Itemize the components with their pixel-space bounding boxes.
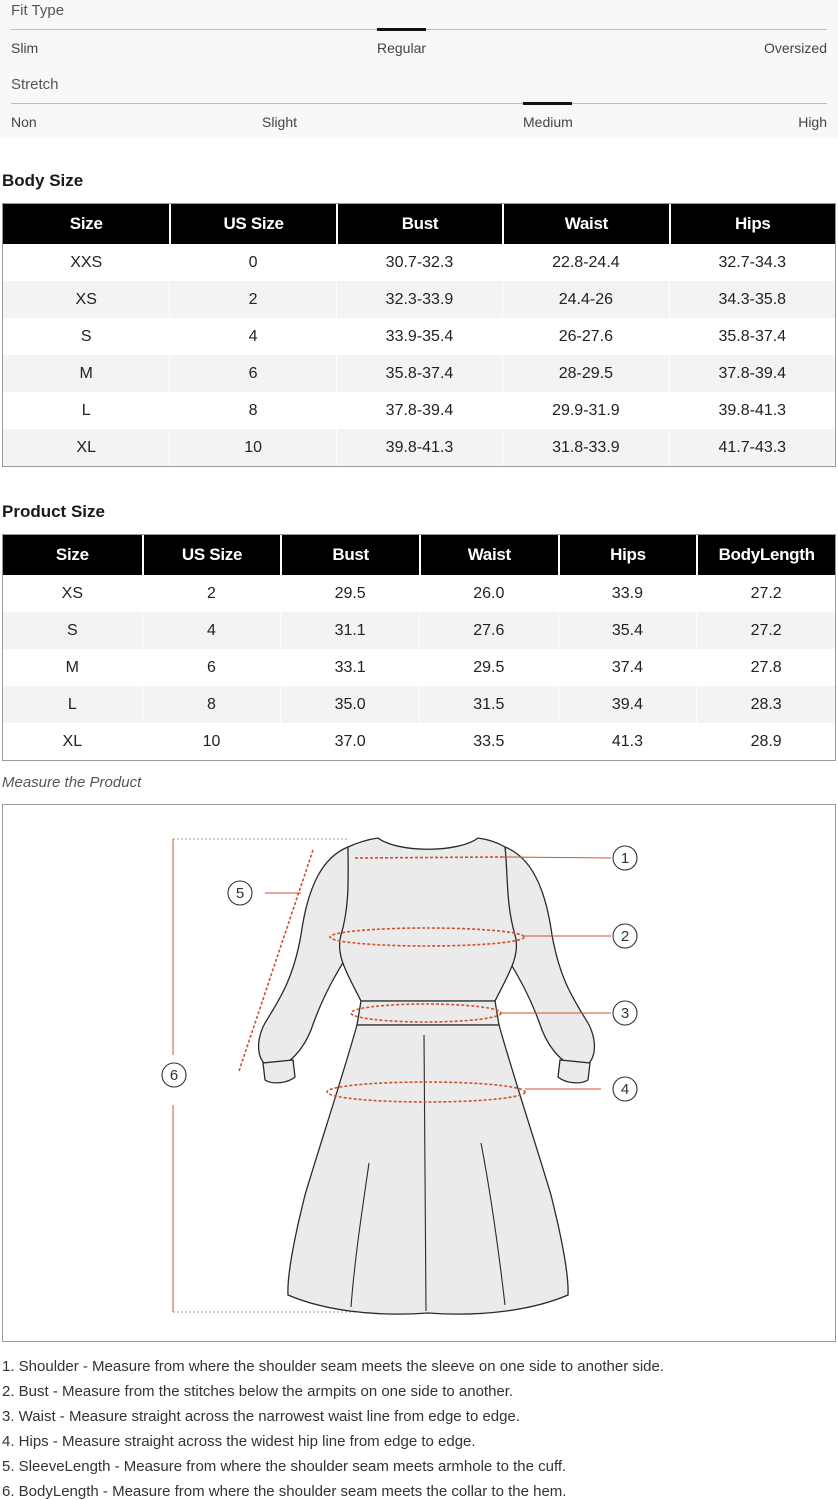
left-sleeve <box>259 847 351 1067</box>
table-cell: L <box>81 401 91 419</box>
skirt <box>288 1025 568 1314</box>
svg-text:5: 5 <box>235 885 245 902</box>
note-bust: 2. Bust - Measure from the stitches below the armpits on one side to another. <box>2 1383 514 1400</box>
svg-text:2: 2 <box>620 928 630 945</box>
table-cell: 39.8-41.3 <box>336 429 502 466</box>
svg-text:3: 3 <box>620 1005 630 1022</box>
note-shoulder: 1. Shoulder - Measure from where the shoulder seam meets the sleeve on one side to another side. <box>2 1358 665 1375</box>
table-row <box>3 723 835 760</box>
right-sleeve <box>502 847 594 1067</box>
table-cell: 26-27.6 <box>502 318 668 355</box>
note-hips: 4. Hips - Measure straight across the widest hip line from edge to edge. <box>2 1433 476 1450</box>
stretch-title: Stretch <box>11 76 59 93</box>
col-header-body-length: BodyLength <box>696 535 835 575</box>
table-cell: 4 <box>142 612 281 649</box>
table-cell: 32.7-34.3 <box>669 244 835 281</box>
table-cell: 37.8-39.4 <box>669 355 835 392</box>
bodice <box>339 838 516 1001</box>
table-cell: 8 <box>142 686 281 723</box>
marker-3 <box>613 1001 637 1025</box>
table-cell: 35.8-37.4 <box>669 318 835 355</box>
table-cell: 37.8-39.4 <box>336 392 502 429</box>
table-row <box>3 649 835 686</box>
table-cell: 32.3-33.9 <box>336 281 502 318</box>
dress-illustration <box>3 805 837 1343</box>
stretch-option-high: High <box>798 114 827 130</box>
stretch-option-slight: Slight <box>262 114 298 130</box>
table-row <box>3 429 835 466</box>
fit-option-regular: Regular <box>377 40 427 56</box>
table-cell: S <box>3 612 142 649</box>
col-header-hips: Hips <box>558 535 697 575</box>
table-cell: 22.8-24.4 <box>502 244 668 281</box>
table-cell: 31.1 <box>280 612 419 649</box>
table-row <box>3 244 835 281</box>
table-cell: 10 <box>142 723 281 760</box>
right-cuff <box>558 1060 590 1083</box>
table-cell: 6 <box>142 649 281 686</box>
table-cell: 35.8-37.4 <box>336 355 502 392</box>
table-header-row <box>3 535 835 575</box>
table-row <box>3 686 835 723</box>
table-cell: M <box>65 658 79 676</box>
stretch-option-medium: Medium <box>523 114 573 130</box>
table-cell: 31.5 <box>419 686 558 723</box>
table-cell: 10 <box>169 429 335 466</box>
col-header-size: Size <box>3 204 169 244</box>
table-row <box>3 392 835 429</box>
table-cell: 31.8-33.9 <box>502 429 668 466</box>
table-cell: 29.5 <box>419 649 558 686</box>
table-cell: 29.5 <box>280 575 419 612</box>
table-cell: 6 <box>169 355 335 392</box>
table-cell: 27.8 <box>696 649 835 686</box>
stretch-track <box>11 103 827 104</box>
fit-type-marker <box>377 28 426 31</box>
table-cell: XS <box>3 281 169 318</box>
note-body-length: 6. BodyLength - Measure from where the shoulder seam meets the collar to the hem. <box>2 1483 567 1500</box>
measurement-notes <box>2 1354 836 1500</box>
table-cell: XL <box>3 429 169 466</box>
table-cell: S <box>80 327 92 345</box>
diagram-caption: Measure the Product <box>2 774 142 791</box>
table-cell: 33.9 <box>558 575 697 612</box>
fit-stretch-panel <box>0 0 838 138</box>
body-size-table <box>2 203 836 467</box>
table-cell: 30.7-32.3 <box>336 244 502 281</box>
marker-4 <box>613 1077 637 1101</box>
table-cell: 33.9-35.4 <box>336 318 502 355</box>
marker-5 <box>228 881 252 905</box>
table-cell: 28.9 <box>696 723 835 760</box>
svg-text:1: 1 <box>620 850 630 867</box>
table-cell: 41.7-43.3 <box>669 429 835 466</box>
table-cell: 27.2 <box>696 612 835 649</box>
note-sleeve-length: 5. SleeveLength - Measure from where the shoulder seam meets armhole to the cuff. <box>2 1458 567 1475</box>
table-cell: 24.4-26 <box>502 281 668 318</box>
svg-text:6: 6 <box>169 1067 179 1084</box>
table-cell: 34.3-35.8 <box>669 281 835 318</box>
col-header-waist: Waist <box>502 204 668 244</box>
fit-type-title: Fit Type <box>11 2 65 19</box>
table-header-row <box>3 204 835 244</box>
table-cell: XL <box>62 732 83 750</box>
note-waist: 3. Waist - Measure straight across the narrowest waist line from edge to edge. <box>2 1408 521 1425</box>
fit-option-oversized: Oversized <box>763 40 827 56</box>
table-cell: 29.9-31.9 <box>502 392 668 429</box>
table-cell: XS <box>61 584 83 602</box>
table-cell: 35.0 <box>280 686 419 723</box>
table-row <box>3 281 835 318</box>
table-cell: 26.0 <box>419 575 558 612</box>
left-cuff <box>263 1060 295 1083</box>
table-cell: XXS <box>70 253 103 271</box>
table-cell: 35.4 <box>558 612 697 649</box>
table-cell: 28-29.5 <box>502 355 668 392</box>
table-cell: 37.4 <box>558 649 697 686</box>
svg-text:4: 4 <box>620 1081 630 1098</box>
measurement-diagram <box>2 804 836 1342</box>
product-size-title: Product Size <box>2 502 105 521</box>
col-header-waist: Waist <box>419 535 558 575</box>
product-size-table <box>2 534 836 761</box>
col-header-hips: Hips <box>669 204 835 244</box>
table-cell: 37.0 <box>280 723 419 760</box>
table-cell: 33.1 <box>280 649 419 686</box>
table-cell: 0 <box>169 244 335 281</box>
stretch-option-non: Non <box>11 114 37 130</box>
table-cell: M <box>3 355 169 392</box>
table-cell: 39.4 <box>558 686 697 723</box>
marker-2 <box>613 924 637 948</box>
table-row <box>3 318 835 355</box>
table-cell: 33.5 <box>419 723 558 760</box>
table-cell: 4 <box>169 318 335 355</box>
marker-6 <box>162 1063 186 1087</box>
col-header-bust: Bust <box>280 535 419 575</box>
col-header-size: Size <box>3 535 142 575</box>
col-header-bust: Bust <box>336 204 502 244</box>
marker-1 <box>613 846 637 870</box>
table-cell: 39.8-41.3 <box>669 392 835 429</box>
table-row <box>3 612 835 649</box>
col-header-us-size: US Size <box>169 204 335 244</box>
table-cell: 27.6 <box>419 612 558 649</box>
col-header-us-size: US Size <box>142 535 281 575</box>
table-row <box>3 355 835 392</box>
table-row <box>3 575 835 612</box>
table-cell: 28.3 <box>696 686 835 723</box>
table-cell: 2 <box>169 281 335 318</box>
fit-option-slim: Slim <box>11 40 39 56</box>
table-cell: 8 <box>169 392 335 429</box>
table-cell: 27.2 <box>696 575 835 612</box>
stretch-marker <box>523 102 572 105</box>
body-size-title: Body Size <box>2 171 84 190</box>
table-cell: 41.3 <box>558 723 697 760</box>
table-cell: L <box>3 686 142 723</box>
table-cell: 2 <box>142 575 281 612</box>
